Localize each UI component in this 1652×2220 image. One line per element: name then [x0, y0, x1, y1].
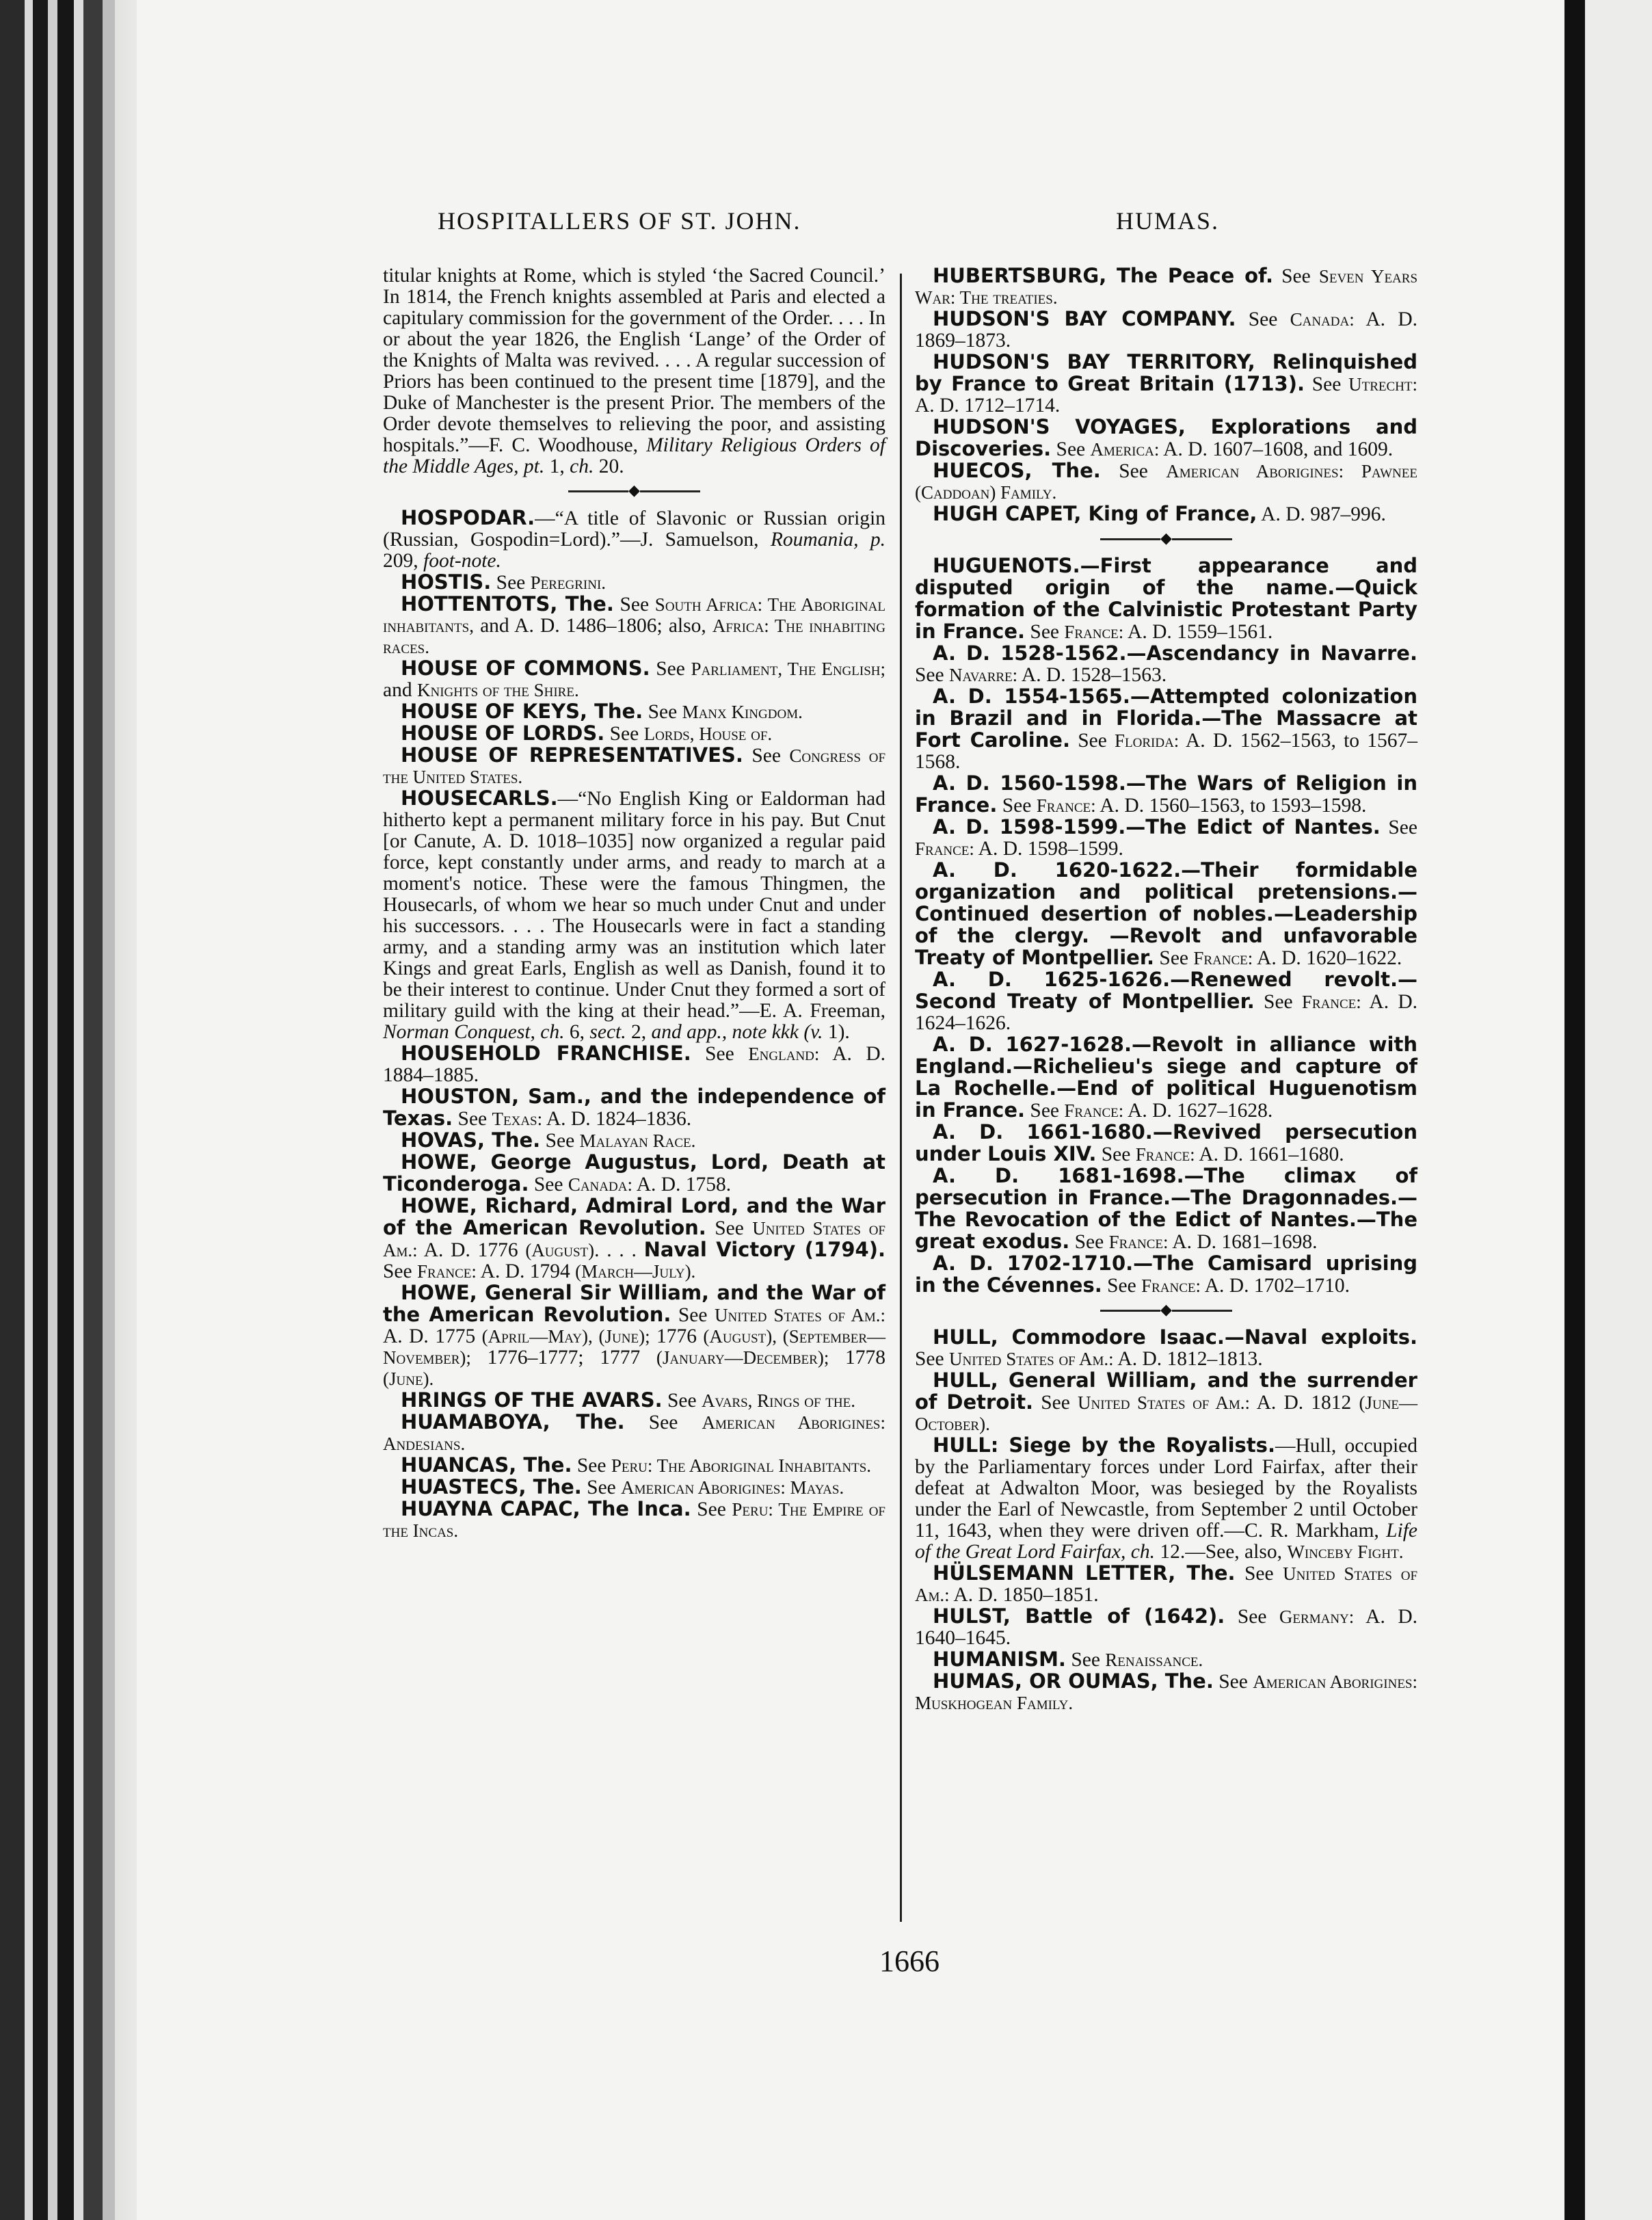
entry-text: See	[915, 1348, 949, 1370]
entry-text: A. D. 1869–1873.	[915, 308, 1417, 352]
entry-text: A. D. 1884–1885.	[383, 1043, 886, 1086]
entry-text: A. D. 1702–1710.	[1200, 1275, 1350, 1297]
entry-text: A. D. 1562–1563, to 1567–1568.	[915, 730, 1417, 773]
entry-text: See	[1025, 621, 1065, 643]
entry-headword: HULL: Siege by the Royalists.	[933, 1433, 1275, 1457]
cross-reference: France:	[1301, 992, 1361, 1012]
entry-headword: HOUSEHOLD FRANCHISE.	[401, 1042, 691, 1065]
index-entry	[915, 969, 1417, 1034]
entry-headword: HOSPODAR.	[401, 506, 535, 529]
entry-headword: HULL, General William, and the surrender of Detroit.	[915, 1369, 1417, 1414]
index-entry	[915, 460, 1417, 503]
index-entry	[383, 1455, 885, 1477]
entry-text: —“A title of Slavonic or Russian origin (Russian, Gospodin=Lord).”—J. Samuelson,	[383, 507, 885, 551]
entry-headword: HOWE, Richard, Admiral Lord, and the War of the American Revolution.	[383, 1194, 885, 1239]
index-entry	[915, 1034, 1417, 1122]
index-entry	[915, 1122, 1417, 1165]
index-entry	[915, 773, 1417, 817]
cross-reference: United States of Am.:	[1078, 1392, 1251, 1413]
scan-border	[1564, 0, 1585, 2220]
index-entry	[915, 503, 1417, 525]
cross-reference: France:	[915, 838, 974, 859]
entry-headword: HOUSECARLS.	[401, 787, 558, 810]
entry-text: See	[624, 1412, 702, 1433]
index-entry	[383, 594, 885, 658]
entry-headword: HOUSTON, Sam., and the independence of Texas.	[383, 1085, 885, 1130]
column-divider	[900, 274, 902, 1922]
cross-reference: Canada:	[568, 1174, 632, 1195]
entry-text: See	[1236, 308, 1290, 330]
cross-reference: Navarre:	[948, 665, 1018, 685]
entry-text: 1776–1777; 1777	[470, 1347, 656, 1369]
entry-text: A. D. 1812–1813.	[1113, 1348, 1263, 1370]
entry-text: See	[613, 594, 655, 616]
index-entry	[915, 860, 1417, 969]
index-entry	[915, 308, 1417, 352]
index-entry	[383, 1498, 885, 1542]
entry-headword: HUDSON'S BAY TERRITORY, Relinquished by France to Great Britain (1713).	[915, 350, 1417, 395]
index-entry	[915, 817, 1417, 860]
index-entry	[915, 1435, 1417, 1563]
cross-reference: South Africa: The Aboriginal inhabitants,	[383, 594, 886, 636]
cross-reference: United States of Am.:	[383, 1218, 885, 1260]
cross-reference: American Aborigines: Pawnee (Caddoan) Family.	[915, 461, 1417, 503]
entry-headword: HUDSON'S BAY COMPANY.	[933, 307, 1236, 330]
entry-headword: HOWE, George Augustus, Lord, Death at Ticonderoga.	[383, 1150, 885, 1195]
entry-text: See	[691, 1498, 732, 1520]
entry-text: See	[743, 745, 790, 767]
cross-reference: (August)	[525, 1240, 595, 1260]
cross-reference: Peregrini.	[530, 572, 607, 593]
entry-text: A. D. 987–996.	[1257, 503, 1386, 525]
citation-title: sect.	[589, 1021, 626, 1043]
entry-headword: HUAMABOYA, The.	[401, 1410, 625, 1433]
entry-text: A. D. 1598–1599.	[974, 838, 1123, 860]
cross-reference: Manx Kingdom.	[682, 702, 803, 722]
entry-text: See	[581, 1477, 622, 1498]
cross-reference: (April—May), (June);	[481, 1326, 650, 1347]
entry-headword: HUMANISM.	[933, 1648, 1066, 1671]
entry-text: See	[1235, 1563, 1283, 1585]
cross-reference: France:	[1036, 795, 1096, 816]
entry-text: A. D. 1661–1680.	[1195, 1144, 1344, 1165]
entry-text: See	[1102, 1275, 1142, 1297]
index-entry	[915, 265, 1417, 308]
entry-headword: A. D. 1625-1626.—Renewed revolt.—Second Treaty of Montpellier.	[915, 968, 1417, 1013]
running-header-right: HUMAS.	[1116, 207, 1220, 235]
cross-reference: America:	[1090, 439, 1160, 460]
index-entry	[383, 1130, 885, 1152]
entry-headword: HUMAS, OR OUMAS, The.	[933, 1669, 1214, 1693]
cross-reference: France:	[1064, 1100, 1124, 1121]
entry-text: A. D. 1850–1851.	[949, 1584, 1099, 1606]
cross-reference: American Aborigines: Andesians.	[383, 1412, 886, 1454]
cross-reference: Africa: The inhabiting races.	[383, 616, 885, 657]
cross-reference: Parliament, The English;	[691, 659, 885, 679]
entry-headword: HUGH CAPET, King of France,	[933, 502, 1257, 525]
entry-headword: HULST, Battle of (1642).	[933, 1604, 1225, 1628]
index-entry	[915, 1165, 1417, 1253]
entry-text: See	[1065, 1649, 1106, 1671]
citation-title: Military Religious Orders of the Middle Ages, pt.	[383, 434, 885, 477]
entry-text: A. D. 1528–1563.	[1017, 664, 1167, 686]
citation-title: Norman Conquest, ch.	[383, 1021, 565, 1043]
entry-headword: A. D. 1554-1565.—Attempted colonization in Brazil and in Florida.—The Massacre at Fort Caroline.	[915, 685, 1417, 752]
index-entry	[383, 1477, 885, 1498]
entry-headword: HOUSE OF COMMONS.	[401, 657, 650, 680]
entry-text: A. D. 1775	[383, 1325, 482, 1347]
book-binding-edge	[0, 0, 137, 2220]
cross-reference: United States of Am.:	[915, 1563, 1418, 1605]
index-entry	[915, 1253, 1417, 1297]
entry-text: and	[383, 679, 417, 701]
cross-reference: Renaissance.	[1105, 1650, 1203, 1670]
entry-text: A. D. 1560–1563, to 1593–1598.	[1095, 795, 1367, 817]
index-entry	[915, 1606, 1417, 1649]
entry-text: A. D. 1620–1622.	[1253, 947, 1402, 969]
entry-text: See	[1025, 1100, 1065, 1122]
index-entry	[383, 1282, 885, 1390]
index-entry	[383, 572, 885, 594]
entry-text: —“No English King or Ealdorman had hitherto kept a permanent military force in his pay. But Cnut [or Canute, A. D. 1018–1035] now organized a regular paid force, kept constantly under arms, and ready to march at a moment's notice. These were the famous Thingmen, the Housecarls, of whom we hear so much under Cnut and under his successors. . . . The Housecarls were in fact a standing army, and a standing army was an institution which later Kings and great Earls, English as well as Danish, found it to be their interest to continue. Under Cnut they formed a sort of military guild with the king at their head.”—E. A. Freeman,	[383, 788, 885, 1022]
entry-text: A. D. 1640–1645.	[915, 1606, 1418, 1649]
cross-reference: United States of Am.:	[948, 1349, 1114, 1369]
entry-headword: A. D. 1627-1628.—Revolt in alliance with England.—Richelieu's siege and capture of La Rochelle.—End of political Huguenotism in France.	[915, 1033, 1417, 1122]
entry-text: See	[1096, 1144, 1136, 1165]
entry-text: See	[1154, 947, 1194, 969]
entry-headword: HUAYNA CAPAC, The Inca.	[401, 1497, 691, 1520]
cross-reference: France:	[1193, 948, 1253, 968]
right-column	[915, 265, 1417, 1714]
entry-text: A. D. 1776	[417, 1239, 526, 1261]
citation-title: Roumania, p.	[770, 529, 885, 551]
entry-headword: HUECOS, The.	[933, 459, 1101, 482]
entry-text: See	[540, 1130, 580, 1152]
index-entry	[383, 1043, 885, 1086]
cross-reference: France:	[416, 1261, 477, 1282]
entry-text: 1).	[823, 1021, 850, 1043]
entry-text: See	[1069, 1231, 1109, 1253]
continued-paragraph	[383, 265, 885, 477]
entry-headword: A. D. 1620-1622.—Their formidable organization and political pretensions.—Continued desertion of nobles.—Leadership of the clergy. —Revolt and unfavorable Treaty of Montpellier.	[915, 858, 1417, 969]
entry-text: 20.	[594, 455, 624, 477]
entry-text: A. D. 1624–1626.	[915, 991, 1418, 1034]
entry-text: A. D. 1758.	[632, 1174, 732, 1195]
index-entry	[915, 1327, 1417, 1370]
entry-text: and A. D. 1486–1806; also,	[473, 615, 712, 637]
cross-reference: Lords, House of.	[643, 724, 773, 744]
index-entry	[383, 1390, 885, 1412]
cross-reference: France:	[1135, 1144, 1195, 1165]
index-entry	[915, 417, 1417, 460]
cross-reference: France:	[1141, 1276, 1201, 1296]
page-number: 1666	[879, 1944, 940, 1978]
entry-text: See	[1033, 1392, 1078, 1414]
entry-headword: HOUSE OF REPRESENTATIVES.	[401, 743, 743, 767]
entry-text: A. D. 1607–1608, and 1609.	[1159, 438, 1394, 460]
entry-text: See	[662, 1390, 702, 1412]
cross-reference: American Aborigines: Muskhogean Family.	[915, 1671, 1417, 1713]
entry-text: 209,	[383, 550, 423, 572]
entry-headword: HOWE, General Sir William, and the War of the American Revolution.	[383, 1281, 885, 1326]
entry-text: See	[691, 1043, 749, 1065]
entry-text: A. D. 1712–1714.	[915, 395, 1061, 417]
cross-reference: American Aborigines: Mayas.	[621, 1477, 844, 1498]
index-entry	[383, 723, 885, 745]
entry-headword: HOUSE OF KEYS, The.	[401, 700, 643, 723]
cross-reference: England:	[748, 1044, 820, 1064]
entry-headword: HUBERTSBURG, The Peace of.	[933, 264, 1274, 287]
cross-reference: United States of Am.:	[714, 1305, 886, 1325]
index-entry	[915, 1370, 1417, 1435]
index-entry	[915, 1649, 1417, 1671]
entry-text: See	[643, 701, 682, 723]
cross-reference: Florida:	[1115, 730, 1180, 751]
entry-text: A. D. 1559–1561.	[1123, 621, 1273, 643]
entry-text: See	[453, 1108, 492, 1130]
entry-text: . . . .	[594, 1239, 644, 1261]
index-entry	[915, 1563, 1417, 1606]
cross-reference: Canada:	[1290, 309, 1355, 330]
cross-reference: Peru: The Empire of the Incas.	[383, 1499, 886, 1541]
entry-headword: HÜLSEMANN LETTER, The.	[933, 1561, 1236, 1585]
entry-text: See	[1273, 265, 1319, 287]
entry-headword: Naval Victory (1794).	[643, 1238, 886, 1261]
entry-text: A. D. 1681–1698.	[1168, 1231, 1318, 1253]
index-entry	[383, 1152, 885, 1195]
entry-text: See	[383, 1260, 417, 1282]
entry-text: See	[671, 1304, 715, 1326]
entry-text: See	[1213, 1671, 1253, 1693]
cross-reference: France:	[1064, 622, 1124, 642]
cross-reference: Germany:	[1279, 1607, 1355, 1627]
entry-text: See	[915, 664, 949, 686]
cross-reference: Texas:	[492, 1109, 543, 1129]
entry-headword: HRINGS OF THE AVARS.	[401, 1388, 663, 1412]
cross-reference: Knights of the Shire.	[416, 680, 579, 700]
entry-text: See	[572, 1455, 611, 1477]
entry-text: See	[1051, 438, 1091, 460]
cross-reference: Utrecht:	[1348, 374, 1418, 395]
entry-text: 12.—See, also,	[1154, 1541, 1288, 1563]
entry-text: titular knights at Rome, which is styled ‘the Sacred Council.’ In 1814, the French knights assembled at Paris and elected a capitulary commission for the government of the Order. . . . In or about the year 1826, the English ‘Lange’ of the Order of the Knights of Malta was revived. . . . A regular succession of Priors has been continued to the present time [1879], and the Duke of Manchester is the present Prior. The members of the Order devote themselves to relieving the poor, and assisting hospitals.”—F. C. Woodhouse,	[383, 265, 885, 456]
entry-text: A. D. 1794	[476, 1260, 576, 1282]
index-entry	[915, 686, 1417, 773]
citation-title: ch.	[570, 455, 594, 477]
entry-text: A. D. 1627–1628.	[1123, 1100, 1273, 1122]
entry-text: 1776	[650, 1325, 704, 1347]
index-entry	[383, 507, 885, 572]
left-column	[383, 265, 885, 1542]
entry-headword: HOSTIS.	[401, 570, 492, 594]
cross-reference: (August), (September—November);	[383, 1326, 886, 1368]
index-entry	[383, 701, 885, 723]
citation-title: and app., note kkk (v.	[651, 1021, 823, 1043]
entry-headword: HUASTECS, The.	[401, 1475, 582, 1498]
cross-reference: France:	[1108, 1232, 1169, 1252]
index-entry	[915, 1671, 1417, 1714]
running-header-left: HOSPITALLERS OF ST. JOHN.	[438, 207, 801, 235]
section-ornament: ◆	[915, 531, 1417, 546]
index-entry	[383, 788, 885, 1043]
entry-headword: HOUSE OF LORDS.	[401, 722, 605, 745]
entry-text: A. D. 1824–1836.	[542, 1108, 692, 1130]
cross-reference: Malayan Race.	[579, 1131, 696, 1151]
entry-headword: HOTTENTOTS, The.	[401, 592, 614, 616]
entry-headword: A. D. 1702-1710.—The Camisard uprising in the Cévennes.	[915, 1252, 1417, 1297]
entry-text: 1778	[829, 1347, 886, 1369]
entry-text: See	[604, 723, 644, 745]
entry-text: See	[650, 658, 691, 680]
cross-reference: (June).	[383, 1369, 434, 1389]
entry-text: 6,	[564, 1021, 590, 1043]
entry-headword: HOVAS, The.	[401, 1128, 541, 1152]
entry-text: See	[1305, 373, 1349, 395]
entry-text: See	[1100, 460, 1167, 482]
index-entry	[915, 352, 1417, 417]
cross-reference: Avars, Rings of the.	[701, 1390, 855, 1411]
scan-margin	[1585, 0, 1652, 2220]
entry-headword: A. D. 1560-1598.—The Wars of Religion in France.	[915, 771, 1417, 817]
entry-text: See	[706, 1217, 753, 1239]
cross-reference: (January—December);	[656, 1347, 829, 1368]
index-entry	[383, 1195, 885, 1282]
section-ornament: ◆	[383, 483, 885, 498]
entry-text: See	[1380, 817, 1417, 838]
index-entry	[915, 555, 1417, 643]
entry-headword: HUDSON'S VOYAGES, Explorations and Discoveries.	[915, 415, 1417, 460]
entry-headword: A. D. 1681-1698.—The climax of persecution in France.—The Dragonnades.—The Revocation of the Edict of Nantes.—The great exodus.	[915, 1164, 1417, 1253]
index-entry	[383, 658, 885, 701]
entry-headword: A. D. 1661-1680.—Revived persecution under Louis XIV.	[915, 1120, 1417, 1165]
cross-reference: Seven Years War: The treaties.	[915, 266, 1418, 308]
index-entry	[383, 1412, 885, 1455]
entry-headword: HUANCAS, The.	[401, 1453, 572, 1477]
cross-reference: Winceby Fight.	[1287, 1542, 1404, 1562]
cross-reference: (June—October).	[915, 1392, 1418, 1434]
section-ornament: ◆	[915, 1302, 1417, 1317]
cross-reference: Congress of the United States.	[383, 745, 886, 787]
cross-reference: Peru: The Aboriginal Inhabitants.	[611, 1455, 872, 1476]
citation-title: Life of the Great Lord Fairfax, ch.	[915, 1520, 1417, 1563]
cross-reference: (March—July).	[575, 1261, 696, 1282]
entry-headword: HUGUENOTS.—First appearance and disputed origin of the name.—Quick formation of the Calvinistic Protestant Party in France.	[915, 554, 1417, 643]
entry-headword: A. D. 1598-1599.—The Edict of Nantes.	[933, 815, 1381, 838]
index-entry	[383, 1086, 885, 1130]
entry-text: —Hull, occupied by the Parliamentary forces under Lord Fairfax, after their defeat at Adwalton Moor, was besieged by the Royalists under the Earl of Newcastle, from September 2 until October 11, 1643, when they were driven off.—C. R. Markham,	[915, 1435, 1417, 1542]
entry-headword: A. D. 1528-1562.—Ascendancy in Navarre.	[933, 642, 1417, 665]
index-entry	[915, 643, 1417, 686]
entry-headword: HULL, Commodore Isaac.—Naval exploits.	[933, 1325, 1417, 1349]
citation-title: foot-note.	[423, 550, 501, 572]
entry-text: 1,	[544, 455, 570, 477]
entry-text: A. D. 1812	[1250, 1392, 1359, 1414]
index-entry	[383, 745, 885, 788]
entry-text: See	[1069, 730, 1115, 752]
entry-text: See	[1254, 991, 1302, 1013]
entry-text: See	[529, 1174, 568, 1195]
entry-text: 2,	[626, 1021, 652, 1043]
entry-text: See	[491, 572, 531, 594]
entry-text: See	[1225, 1606, 1279, 1628]
entry-text: See	[997, 795, 1037, 817]
